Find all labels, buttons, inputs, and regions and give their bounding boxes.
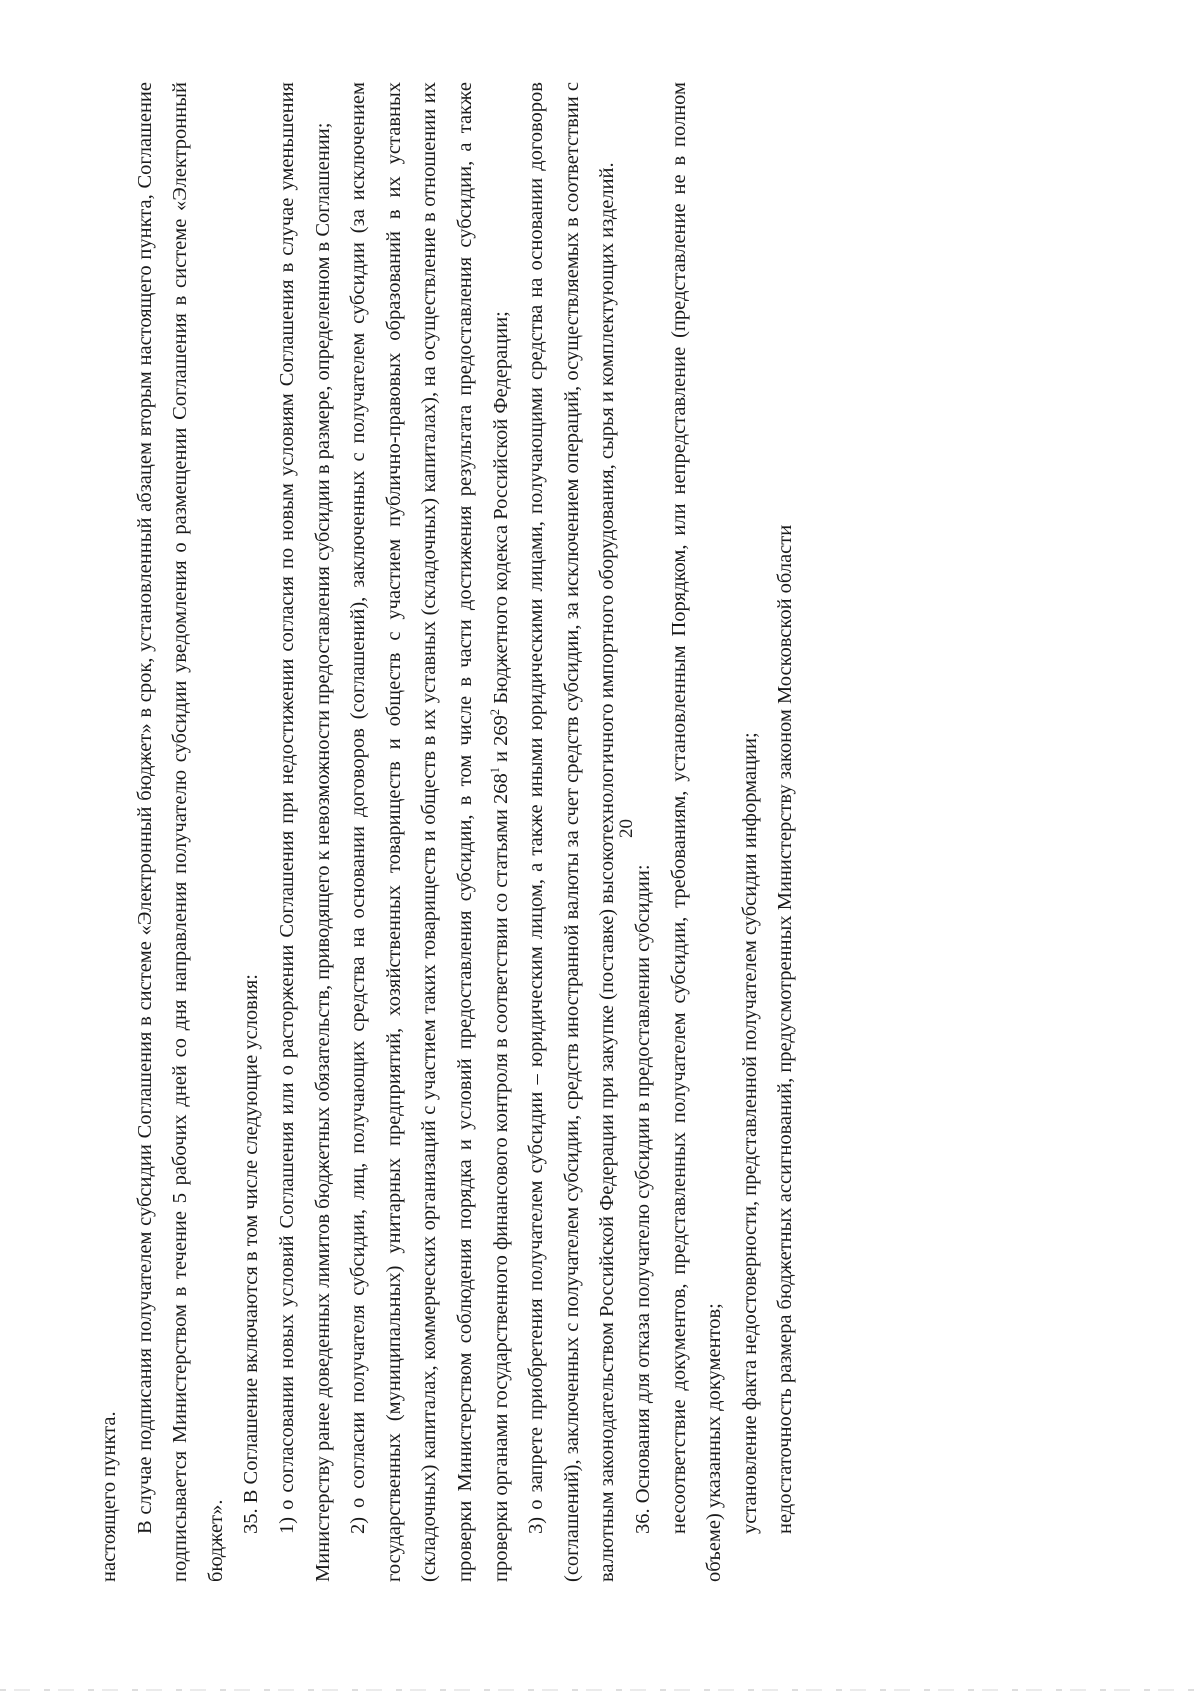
condition-2-mid: и 269 [489, 715, 512, 768]
paragraph-refusal-reason-3: недостаточность размера бюджетных ассигнований, предусмотренных Министерству законом Московской области [774, 524, 797, 1534]
paragraph-refusal-reason-2: установление факта недостоверности, представленной получателем субсидии информации; [738, 732, 761, 1534]
condition-2-text: 2) о согласии получателя субсидии, лиц, получающих средства на основании договоров (соглашений), заключенных с получателем субсидии (за исключением государственных (муниципальных) унитарных предприятий, хозяйственных товариществ и обществ с участием публично-правовых образований в их уставных (складочных) капиталах, коммерческих организаций с участием таких товариществ и обществ в их уставных (складочных) капиталах), на осуществление в отношении их проверки Министерством соблюдения порядка и условий предоставления субсидии, в том числе в части достижения результата предоставления субсидии, а также проверки органами государственного финансового контроля в соответствии со статьями 268 [347, 82, 512, 1582]
paragraph-end-of-previous-point: настоящего пункта. [98, 1411, 120, 1582]
superscript-2: 2 [487, 708, 502, 716]
condition-2-tail: Бюджетного кодекса Российской Федерации; [489, 311, 512, 709]
paragraph-condition-3: 3) о запрете приобретения получателем субсидии – юридическим лицом, а также иными юридическими лицами, получающими средства на основании договоров (соглашений), заключенных с получателем субсидии, средств иностранной валюты за счет средств субсидии, за исключением операций, осуществляемых в соответствии с валютным законодательством Российской Федерации при закупке (поставке) высокотехнологичного импортного оборудования, сырья и комплектующих изделий. [525, 82, 619, 1582]
paragraph-item-35: 35. В Соглашение включаются в том числе следующие условия: [240, 974, 263, 1534]
page-number: 20 [616, 819, 637, 838]
paragraph-refusal-reason-1: несоответствие документов, представленных получателем субсидии, требованиям, установленным Порядком, или непредставление (представление не в полном объеме) указанных документов; [667, 82, 726, 1582]
paragraph-signing-case: В случае подписания получателем субсидии Соглашения в системе «Электронный бюджет» в срок, установленный абзацем вторым настоящего пункта, Соглашение подписывается Министерством в течение 5 рабочих дней со дня направления получателю субсидии уведомления о размещении Соглашения в системе «Электронный бюджет». [133, 82, 227, 1582]
document-text [92, 82, 804, 1582]
scan-edge-noise [0, 1689, 1200, 1691]
superscript-1: 1 [487, 767, 502, 774]
paragraph-condition-1: 1) о согласовании новых условий Соглашения или о расторжении Соглашения при недостижении согласия по новым условиям Соглашения в случае уменьшения Министерству ранее доведенных лимитов бюджетных обязательств, приводящего к невозможности предоставления субсидии в размере, определенном в Соглашении; [275, 82, 334, 1582]
paragraph-condition-2 [341, 82, 519, 1582]
paragraph-item-36: 36. Основания для отказа получателю субсидии в предоставлении субсидии: [631, 864, 654, 1534]
